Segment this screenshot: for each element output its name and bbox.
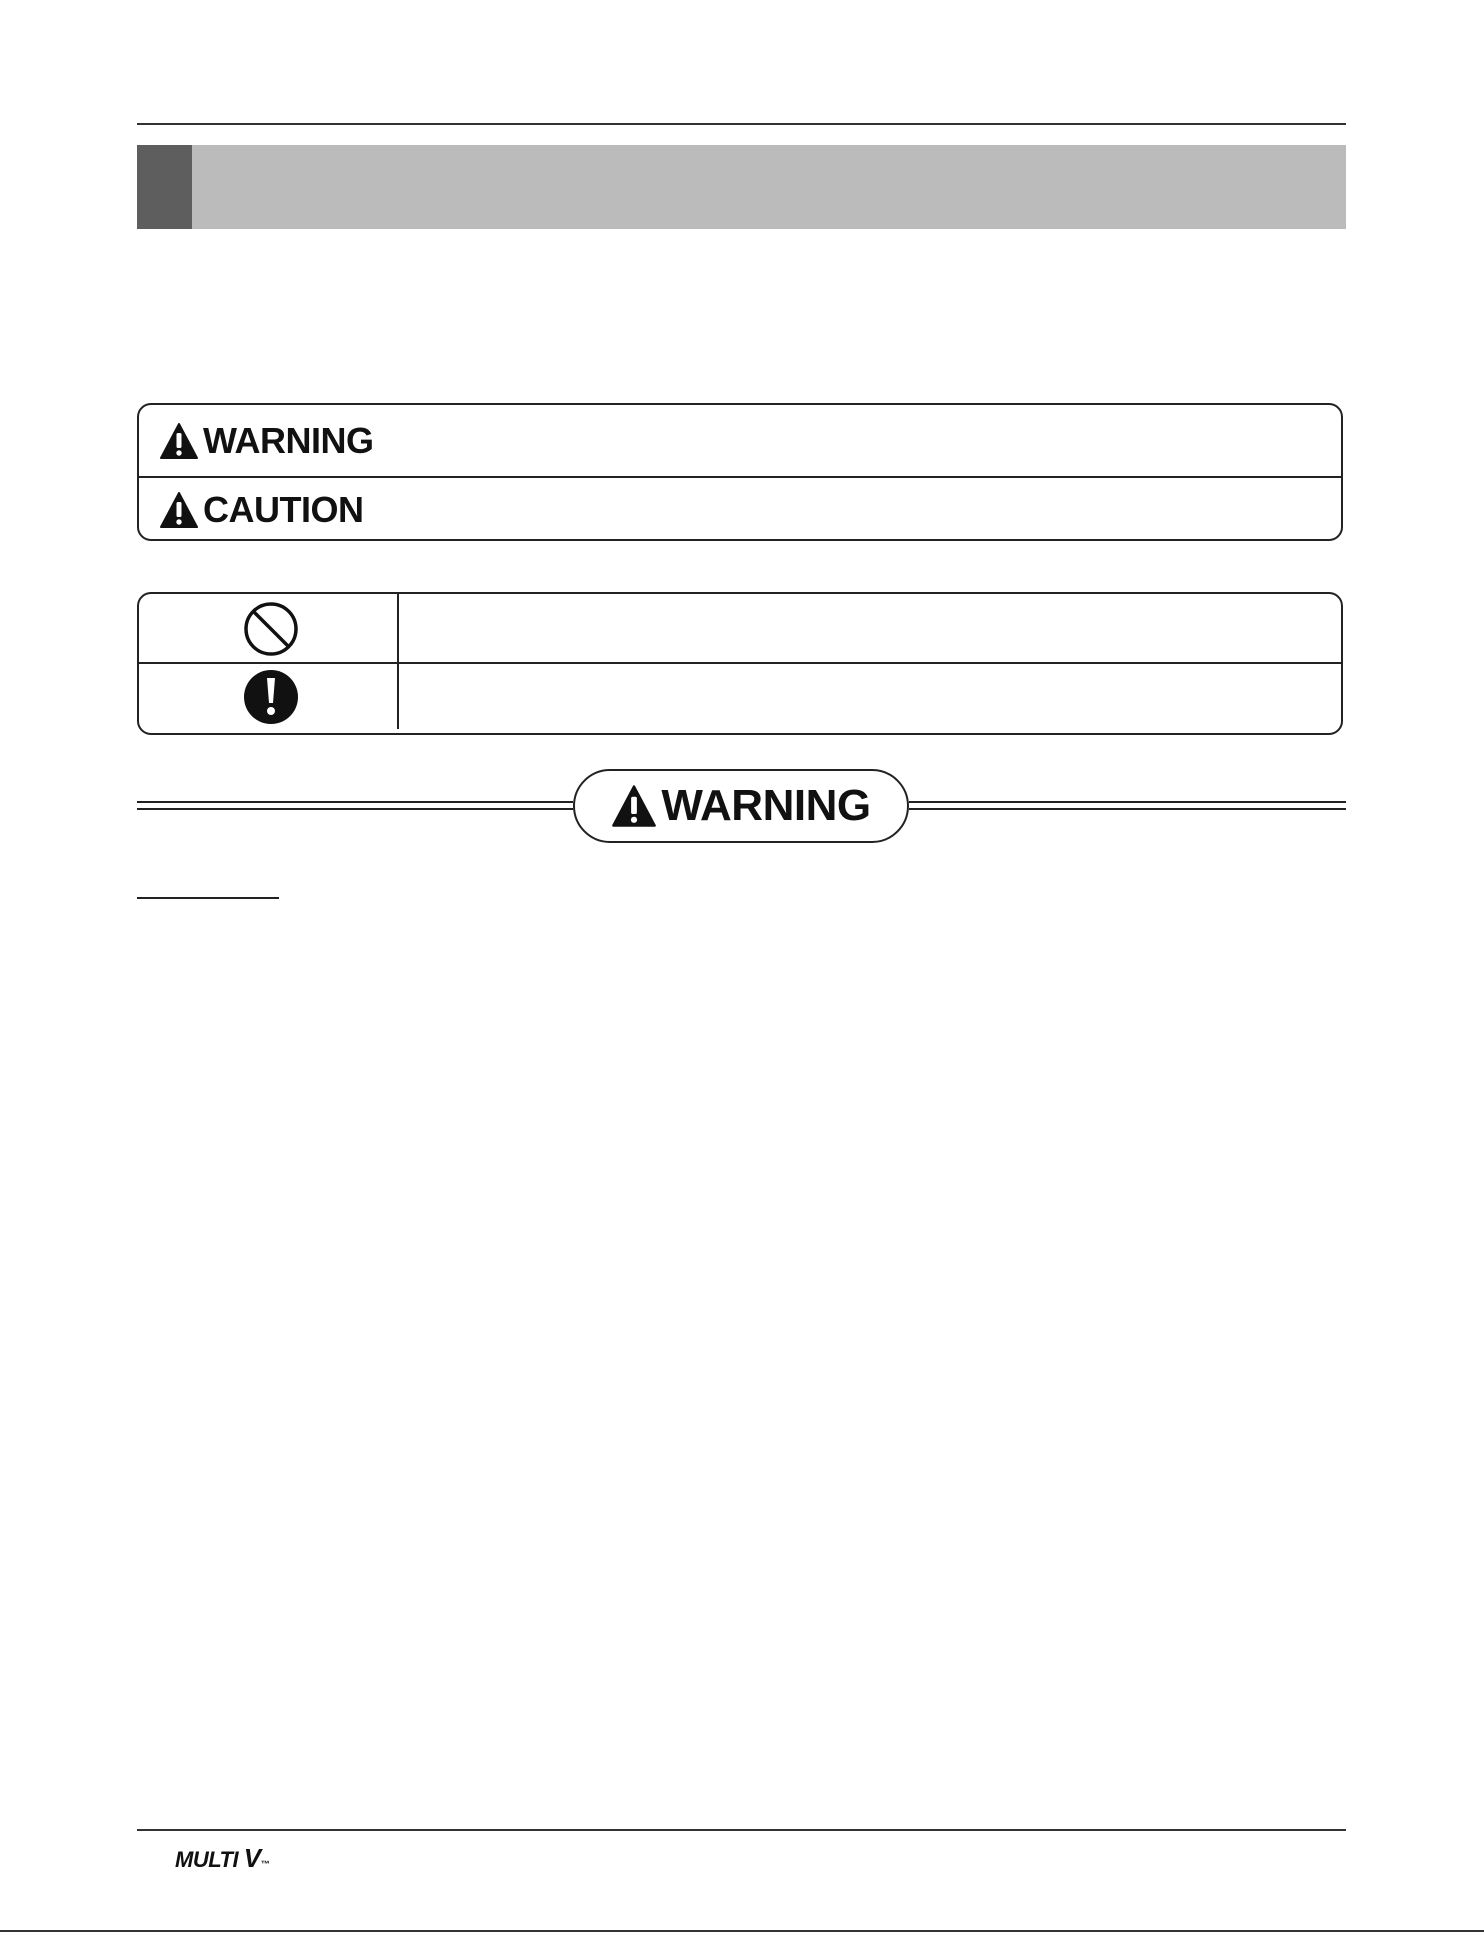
logo-trademark: ™ (260, 1859, 270, 1869)
divider-left-line-2 (137, 808, 573, 810)
logo-text-v: V (243, 1843, 261, 1873)
warning-section-badge (573, 769, 909, 843)
divider-right-line-2 (909, 808, 1346, 810)
severity-table (137, 403, 1343, 541)
divider-left-line-1 (137, 801, 573, 803)
page-edge-rule (0, 1930, 1484, 1932)
subheading-underline (137, 897, 279, 899)
section-title-tab (137, 145, 192, 229)
footer-rule (137, 1829, 1346, 1831)
severity-row-warning (139, 405, 1341, 478)
header-rule (137, 123, 1346, 125)
multi-v-logo (175, 1843, 269, 1874)
symbol-row-prohibited (139, 594, 1341, 664)
symbol-table (137, 592, 1343, 735)
divider-right-line-1 (909, 801, 1346, 803)
section-title-bar (137, 145, 1346, 229)
logo-text-multi: MULTI (175, 1847, 244, 1872)
warning-triangle-icon (159, 422, 199, 460)
prohibition-icon (242, 600, 300, 658)
caution-label: CAUTION (203, 488, 364, 530)
symbol-row-mandatory (139, 662, 1341, 735)
warning-label: WARNING (203, 419, 374, 461)
warning-badge-label: WARNING (661, 781, 871, 830)
warning-triangle-icon (611, 784, 657, 828)
severity-row-caution (139, 478, 1341, 541)
caution-triangle-icon (159, 491, 199, 529)
mandatory-exclamation-icon (242, 668, 300, 726)
